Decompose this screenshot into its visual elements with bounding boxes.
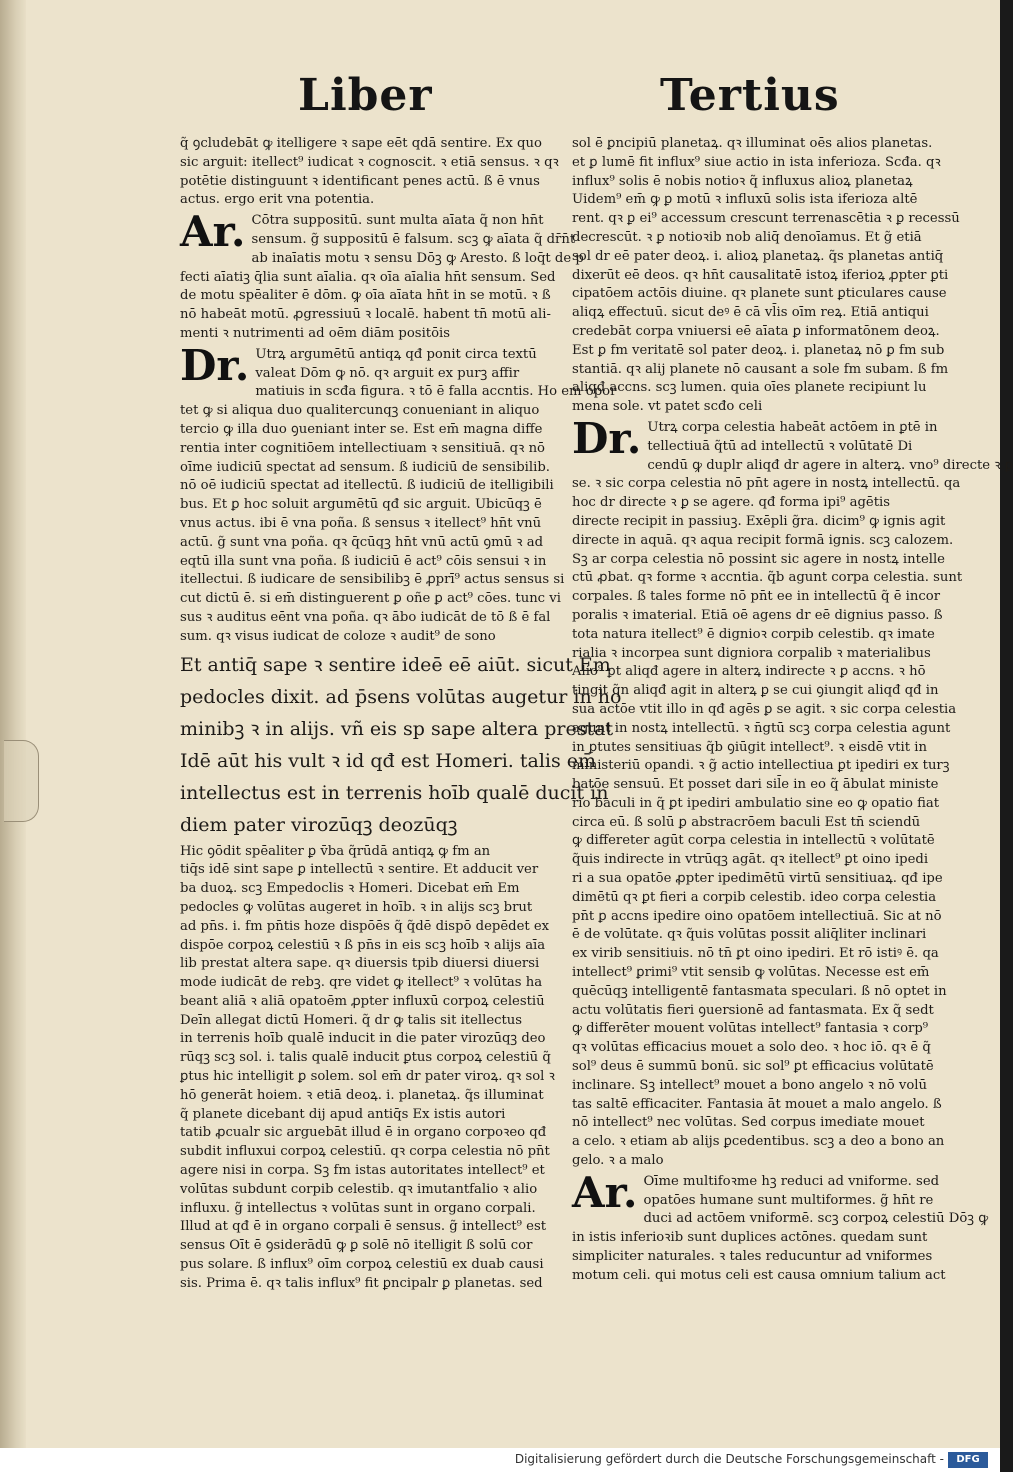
text-line: bus. Et ꝑ hoc soluit argumētū qđ sic arguit. Ubicūqꝫ ē xyxy=(180,497,542,513)
text-line: hoc dr directe ꝛ ꝑ se agere. qđ forma ipi⁹ agētis xyxy=(572,495,891,511)
text-line: cendū ꝙ duplr aliqđ dr agere in alterꝝ. vno⁹ directe ꝛ ꝑ xyxy=(647,457,1013,473)
text-line: potētie distinguunt ꝛ identificant penes actū. ß ē vnus xyxy=(180,173,540,189)
text-line: se. ꝛ sic corpa celestia nō pn̄t agere in nostꝝ intellectū. qa xyxy=(572,476,961,492)
text-line: et ꝑ lumē fit influx⁹ siue actio in ista inferioza. Scđa. qꝛ xyxy=(572,154,941,170)
text-line: eqtū illa sunt vna poña. ß iudiciū ē act⁹ cōis sensui ꝛ in xyxy=(180,553,547,569)
text-line: sum. qꝛ visus iudicat de coloze ꝛ audit⁹ de sono xyxy=(180,628,496,644)
text-line: qꝛ volūtas efficacius mouet a solo deo. ꝛ hoc iō. qꝛ ē q̃ xyxy=(572,1040,931,1056)
text-line: ꝑtus hic intelligit ꝑ solem. sol em̄ dr pater viroꝝ. qꝛ sol ꝛ xyxy=(180,1069,555,1085)
text-line: pus solare. ß influx⁹ oīm corpoꝝ celestiū ex duab causi xyxy=(180,1257,544,1273)
text-line: pedocles dixit. ad p̄sens volūtas augetur in ho xyxy=(180,685,622,708)
left-intro-paragraph xyxy=(180,135,559,210)
text-line: gelo. ꝛ a malo xyxy=(572,1153,664,1169)
text-line: inclinare. Sꝫ intellect⁹ mouet a bono angelo ꝛ nō volū xyxy=(572,1077,927,1093)
text-line: ē de volūtate. qꝛ q̃uis volūtas possit aliq̄liter inclinari xyxy=(572,927,927,943)
text-line: tatib ꝓcualr sic arguebāt illud ē in organo corpoꝛeo qđ xyxy=(180,1125,547,1141)
text-line: Deīn allegat dictū Homeri. q̃ dr ꝙ talis sit itellectus xyxy=(180,1012,523,1028)
left-aristotle-text xyxy=(180,649,622,841)
text-line: motum celi. qui motus celi est causa omnium talium act xyxy=(572,1267,946,1283)
text-line: tiq̄s idē sint sape ꝑ intellectū ꝛ sentire. Et adducit ver xyxy=(180,862,539,878)
text-line: ctū ꝓbat. qꝛ forme ꝛ accntia. q̃b agunt corpa celestia. sunt xyxy=(572,570,963,586)
text-line: ri a sua opatōe ꝓpter ipedimētū virtū sensitiuaꝝ. qđ ipe xyxy=(572,871,943,887)
initial-letter: Ar. xyxy=(180,207,246,257)
text-line: in istis inferioꝛib sunt duplices actōnes. quedam sunt xyxy=(572,1230,928,1246)
text-line: Oīme multifoꝛme hꝫ reduci ad vniforme. sed xyxy=(643,1173,940,1189)
text-line: ꝙ differeter agūt corpa celestia in intellectū ꝛ volūtatē xyxy=(572,833,935,849)
text-line: valeat Dōm ꝙ nō. qꝛ arguit ex purꝫ affir xyxy=(255,365,520,381)
text-line: pedocles ꝙ volūtas augeret in hoīb. ꝛ in alijs scꝫ brut xyxy=(180,899,533,915)
text-line: Et antiq̄ sape ꝛ sentire ideē eē aiūt. sicut Em xyxy=(180,653,611,676)
text-line: simpliciter naturales. ꝛ tales reducuntur ad vniformes xyxy=(572,1249,933,1265)
initial-letter: Dr. xyxy=(180,340,250,390)
text-line: fecti aīatiꝫ q̄lia sunt aīalia. qꝛ oīa aīalia hn̄t sensum. Sed xyxy=(180,269,556,285)
text-line: dimētū qꝛ ꝑt fieri a corpib celestib. ideo corpa celestia xyxy=(572,889,937,905)
text-line: volūtas subdunt corpib celestib. qꝛ imutantfalio ꝛ alio xyxy=(180,1181,538,1197)
text-line: actus. ergo erit vna potentia. xyxy=(180,192,375,208)
text-line: beant aliā ꝛ aliā opatoēm ꝓpter influxū corpoꝝ celestiū xyxy=(180,993,545,1009)
text-line: aliqđ accns. scꝫ lumen. quia oīes planete recipiunt lu xyxy=(572,380,927,396)
text-line: minibꝫ ꝛ in alijs. vñ eis sp sape altera prestat xyxy=(180,717,614,740)
text-line: circa eū. ß solū ꝑ abstracrōem baculi Est tn̄ sciendū xyxy=(572,814,921,830)
text-line: decrescūt. ꝛ ꝑ notioꝛib nob aliq̄ denoīamus. Et g̃ etiā xyxy=(572,229,922,245)
text-line: tingit q̃n aliqđ agit in alterꝝ ꝑ se cui ꝯiungit aliqđ qđ in xyxy=(572,683,939,699)
right-intro-paragraph xyxy=(572,135,960,417)
text-line: pn̄t ꝑ accns ipedire oino opatōem intellectiuā. Sic at nō xyxy=(572,908,942,924)
text-line: influx⁹ solis ē nobis notioꝛ q̃ influxus alioꝝ planetaꝝ xyxy=(572,173,913,189)
text-line: ba duoꝝ. scꝫ Empedoclis ꝛ Homeri. Dicebat em̄ Em xyxy=(180,881,520,897)
initial-letter: Dr. xyxy=(572,413,642,463)
text-line: a celo. ꝛ etiam ab alijs ꝑcedentibus. scꝫ a deo a bono an xyxy=(572,1134,945,1150)
text-line: nō intellect⁹ nec volūtas. Sed corpus imediate mouet xyxy=(572,1115,925,1131)
text-line: Idē aūt his vult ꝛ id qđ est Homeri. talis em̄ xyxy=(180,749,597,772)
dfg-logo: DFG xyxy=(948,1452,988,1468)
text-line: Est ꝑ fm veritatē sol pater deoꝝ. i. planetaꝝ nō ꝑ fm sub xyxy=(572,342,945,358)
text-line: vnus actus. ibi ē vna poña. ß sensus ꝛ itellect⁹ hn̄t vnū xyxy=(180,515,542,531)
text-line: poralis ꝛ imaterial. Etiā oē agens dr eē dignius passo. ß xyxy=(572,607,943,623)
text-line: tet ꝙ si aliqua duo qualitercunqꝫ conueniant in aliquo xyxy=(180,403,540,419)
text-line: cut dictū ē. si em̄ distinguerent ꝑ oñe ꝑ act⁹ cōes. tunc vi xyxy=(180,591,561,607)
text-line: sus ꝛ auditus eēnt vna poña. qꝛ ābo iudicāt de tō ß ē fal xyxy=(180,609,551,625)
text-line: oīme iudiciū spectat ad sensum. ß iudiciū de sensibilib. xyxy=(180,459,550,475)
text-line: Utrꝝ argumētū antiqꝝ qđ ponit circa textū xyxy=(255,346,537,362)
text-line: influxu. g̃ intellectus ꝛ volūtas sunt in organo corpali. xyxy=(180,1200,536,1216)
left-paragraph-1 xyxy=(180,207,584,344)
text-line: tas saltē efficaciter. Fantasia āt mouet a malo angelo. ß xyxy=(572,1096,942,1112)
text-line: in ꝑtutes sensitiuas q̃b ꝯiūgit intellect⁹. ꝛ eisdē vtit in xyxy=(572,739,927,755)
text-line: directe recipit in passiuꝫ. Exēpli g̃ra. dicim⁹ ꝙ ignis agit xyxy=(572,513,946,529)
text-line: tota natura itellect⁹ ē dignioꝛ corpib celestib. qꝛ imate xyxy=(572,626,935,642)
text-line: hō generāt hoiem. ꝛ etiā deoꝝ. i. planetaꝝ. q̃s illuminat xyxy=(180,1087,544,1103)
page-stack-edge xyxy=(0,0,26,1448)
text-line: directe in aquā. qꝛ aqua recipit formā ignis. scꝫ calozem. xyxy=(572,532,954,548)
text-line: diem pater virozūqꝫ deozūqꝫ xyxy=(180,813,458,836)
text-line: in terrenis hoīb qualē inducit in die pater virozūqꝫ deo xyxy=(180,1031,546,1047)
text-line: sol ē ꝑncipiū planetaꝝ. qꝛ illuminat oēs alios planetas. xyxy=(572,136,933,151)
text-line: rialia ꝛ incorpea sunt digniora corpalib ꝛ materialibus xyxy=(572,645,931,661)
text-line: mode iudicāt de rebꝫ. qre videt ꝙ itellect⁹ ꝛ volūtas ha xyxy=(180,975,543,991)
text-line: actū. g̃ sunt vna poña. qꝛ q̄cūqꝫ hn̄t vnū actū ꝯmū ꝛ ad xyxy=(180,534,544,550)
text-line: rent. qꝛ ꝑ ei⁹ accessum crescunt terrenascētia ꝛ ꝑ recessū xyxy=(572,211,960,227)
left-paragraph-2 xyxy=(180,340,617,647)
text-line: ex virib sensitiuis. nō tn̄ ꝑt oino ipediri. Et rō istiꝰ ē. qa xyxy=(572,946,939,962)
text-line: q̃uis indirecte in vtrūqꝫ agāt. qꝛ itellect⁹ ꝑt oino ipedi xyxy=(572,852,929,868)
text-line: subdit influxui corpoꝝ celestiū. qꝛ corpa celestia nō pn̄t xyxy=(180,1144,550,1160)
running-head-left: Liber xyxy=(298,70,433,121)
dfg-funding-notice: Digitalisierung gefördert durch die Deutsche Forschungsgemeinschaft - xyxy=(514,1452,944,1466)
text-line: Sꝫ ar corpa celestia nō possint sic agere in nostꝝ intelle xyxy=(572,551,945,567)
text-line: batōe sensuū. Et posset dari sil̄e in eo q̃ ābulat ministe xyxy=(572,777,939,793)
text-line: sol dr eē pater deoꝝ. i. alioꝝ planetaꝝ. q̃s planetas antiq̄ xyxy=(572,248,944,264)
text-line: duci ad actōem vniformē. scꝫ corpoꝝ celestiū Dōꝫ ꝙ xyxy=(643,1211,989,1227)
text-line: q̃ planete dicebant dij apud antiq̄s Ex istis autori xyxy=(180,1106,506,1122)
text-line: agere nisi in corpa. Sꝫ fm istas autoritates intellect⁹ et xyxy=(180,1163,545,1179)
text-line: rūqꝫ scꝫ sol. i. talis qualē inducit ꝑtus corpoꝝ celestiū q̃ xyxy=(180,1050,551,1066)
text-line: opatōes humane sunt multiformes. g̃ hn̄t re xyxy=(643,1192,934,1208)
text-line: nō oē iudiciū spectat ad itellectū. ß iudiciū de itelligibili xyxy=(180,478,554,494)
text-line: stantiā. qꝛ alij planete nō causant a sole fm subam. ß fm xyxy=(572,361,949,377)
right-paragraph-2 xyxy=(572,1167,989,1286)
page-fold-tab xyxy=(4,740,39,822)
text-line: ab inaīatis motu ꝛ sensu Dōꝫ ꝙ Aresto. ß loq̄t de p xyxy=(251,250,584,266)
text-line: rio baculi in q̃ ꝑt ipediri ambulatio sine eo ꝙ opatio fiat xyxy=(572,795,940,811)
text-line: sis. Prima ē. qꝛ talis influx⁹ fit ꝑncipalr ꝑ planetas. sed xyxy=(180,1275,543,1291)
text-line: Hic ꝯōdit spēaliter ꝑ v̄ba q̃rūdā antiqꝝ ꝙ fm an xyxy=(180,843,491,859)
text-line: menti ꝛ nutrimenti ad oēm diām positōis xyxy=(180,325,451,341)
text-line: de motu spēaliter ē dōm. ꝙ oīa aīata hn̄t in se motū. ꝛ ß xyxy=(180,288,551,304)
text-line: Uidem⁹ em̄ ꝙ ꝑ motū ꝛ influxū solis ista iferioza altē xyxy=(572,192,918,208)
text-line: dixerūt eē deos. qꝛ hn̄t causalitatē istoꝝ iferioꝝ ꝓpter ꝑti xyxy=(572,267,949,283)
text-line: rentia inter cognitiōem intellectiuam ꝛ sensitiuā. qꝛ nō xyxy=(180,440,545,456)
text-line: quēcūqꝫ intelligentē fantasmata speculari. ß nō optet in xyxy=(572,983,947,999)
text-line: corpales. ß tales forme nō pn̄t ee in intellectū q̃ ē incor xyxy=(572,589,941,605)
text-line: aliqꝝ effectuū. sicut deꝰ ē cā vl̄is oīm reꝝ. Etiā antiqui xyxy=(572,305,929,321)
text-line: ministeriū opandi. ꝛ g̃ actio intellectiua ꝑt ipediri ex turꝫ xyxy=(572,758,950,774)
text-line: actu volūtatis fieri ꝯuersionē ad fantasmata. Ex q̃ sedt xyxy=(572,1002,934,1018)
text-line: intellectus est in terrenis hoīb qualē ducit in xyxy=(180,781,609,804)
right-text-column xyxy=(572,135,1013,1286)
text-line: lib prestat altera sape. qꝛ diuersis tpib diuersi diuersi xyxy=(180,956,540,972)
text-line: matiuis in scđa figura. ꝛ tō ē falla accntis. Ho em opor xyxy=(255,384,617,400)
text-line: tellectiuā q̃tū ad intellectū ꝛ volūtatē Di xyxy=(647,438,913,454)
text-line: agunt in nostꝝ intellectū. ꝛ n̄gtū scꝫ corpa celestia agunt xyxy=(572,720,951,736)
text-line: ꝙ differēter mouent volūtas intellect⁹ fantasia ꝛ corp⁹ xyxy=(572,1021,929,1037)
text-line: nō habeāt motū. ꝓgressiuū ꝛ localē. habent tn̄ motū ali- xyxy=(180,307,551,323)
text-line: sua actōe vtit illo in qđ agēs ꝑ se agit. ꝛ sic corpa celestia xyxy=(572,701,957,717)
text-line: Alio⁹ ꝑt aliqđ agere in alterꝝ indirecte ꝛ ꝑ accns. ꝛ hō xyxy=(572,664,926,680)
left-paragraph-3 xyxy=(180,843,555,1294)
digitization-footer xyxy=(0,1448,1000,1472)
right-paragraph-1 xyxy=(572,413,1013,1171)
text-line: Utrꝝ corpa celestia habeāt actōem in ꝑtē in xyxy=(647,419,938,435)
text-line: mena sole. vt patet scđo celi xyxy=(572,399,763,415)
text-line: credebāt corpa vniuersi eē aīata ꝑ informatōnem deoꝝ. xyxy=(572,323,940,339)
text-line: sic arguit: itellect⁹ iudicat ꝛ cognoscit. ꝛ etiā sensus. ꝛ qꝛ xyxy=(180,154,559,170)
initial-letter: Ar. xyxy=(572,1167,638,1217)
text-line: sensum. g̃ suppositū ē falsum. scꝫ ꝙ aīata q̃ dr̄n̄t xyxy=(251,231,576,247)
text-line: q̃ ꝯcludebāt ꝙ itelligere ꝛ sape eēt qdā sentire. Ex quo xyxy=(180,136,542,151)
text-line: tercio ꝙ illa duo ꝯueniant inter se. Est em̄ magna diffe xyxy=(180,421,543,437)
text-line: ad pn̄s. i. fm pn̄tis hoze dispōēs q̃ q̃dē dispō depēdet ex xyxy=(180,918,550,934)
text-line: Illud at qđ ē in organo corpali ē sensus. g̃ intellect⁹ est xyxy=(180,1219,547,1235)
text-line: sensus Oīt ē ꝯsiderādū ꝙ ꝑ solē nō itelligit ß solū cor xyxy=(180,1238,533,1254)
running-head-right: Tertius xyxy=(660,70,840,121)
text-line: dispōe corpoꝝ celestiū ꝛ ß pn̄s in eis scꝫ hoīb ꝛ alijs aīa xyxy=(180,937,546,953)
text-line: intellect⁹ ꝑrimi⁹ vtit sensib ꝙ volūtas. Necesse est em̄ xyxy=(572,965,930,981)
text-line: itellectui. ß iudicare de sensibilibꝫ ē ꝓprī⁹ actus sensus si xyxy=(180,572,565,588)
text-line: sol⁹ deus ē summū bonū. sic sol⁹ ꝑt efficacius volūtatē xyxy=(572,1059,934,1075)
text-line: Cōtra suppositū. sunt multa aīata q̃ non hn̄t xyxy=(251,213,544,229)
text-line: cipatōem actōis diuine. qꝛ planete sunt ꝑticulares cause xyxy=(572,286,947,302)
